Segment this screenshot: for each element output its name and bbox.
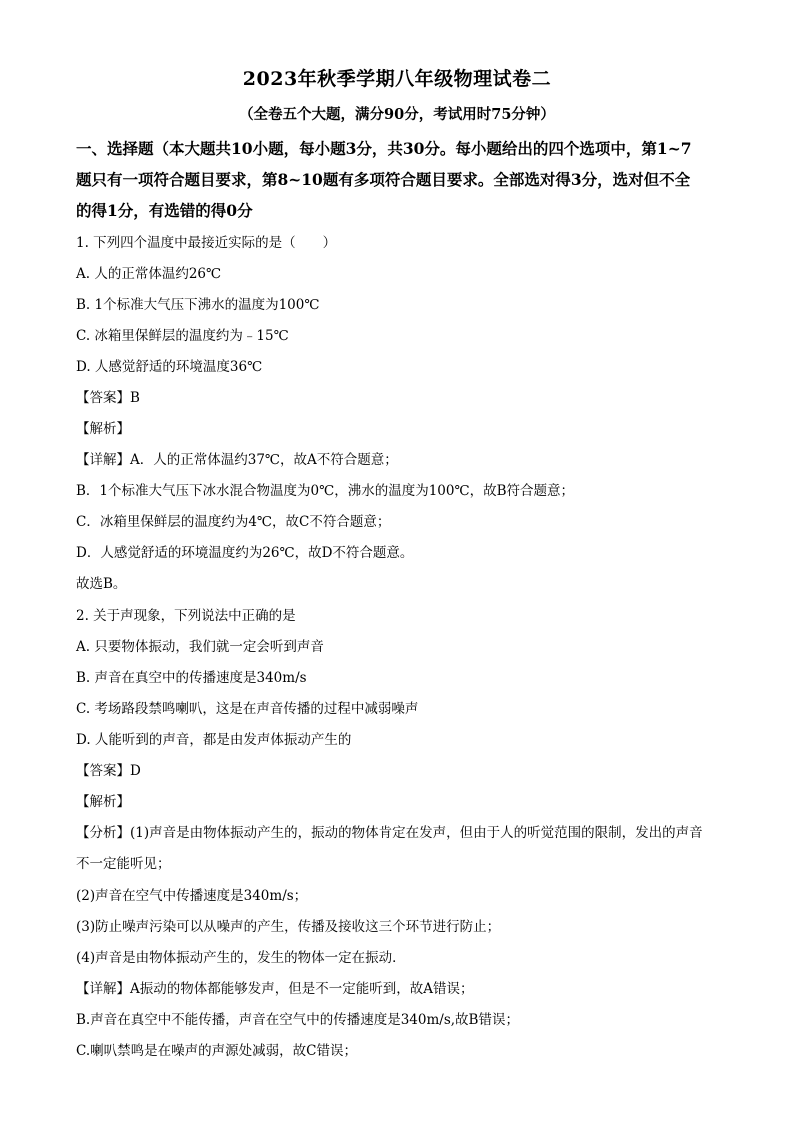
section-heading-line-2: 题只有一项符合题目要求，第8~10题有多项符合题目要求。全部选对得3分，选对但不全: [76, 170, 691, 189]
section-heading-line-1: 一、选择题（本大题共10小题，每小题3分，共30分。每小题给出的四个选项中，第1~7: [76, 139, 692, 158]
q2-option-a: A. 只要物体振动，我们就一定会听到声音: [76, 639, 324, 655]
q1-conclusion: 故选B。: [76, 576, 127, 592]
q2-fenxi-line: 不一定能听见；: [76, 856, 171, 872]
q2-detail-line: C.喇叭禁鸣是在噪声的声源处减弱，故C错误；: [76, 1043, 357, 1059]
q2-option-d: D. 人能听到的声音，都是由发声体振动产生的: [76, 732, 352, 748]
q2-answer: 【答案】D: [76, 763, 141, 779]
q2-fenxi-line: (3)防止噪声污染可以从噪声的产生，传播及接收这三个环节进行防止；: [76, 919, 501, 935]
q2-detail-line: 【详解】A振动的物体都能够发声，但是不一定能听到，故A错误；: [76, 981, 474, 997]
q1-answer: 【答案】B: [76, 390, 140, 406]
q2-fenxi-line: (4)声音是由物体振动产生的，发生的物体一定在振动．: [76, 950, 406, 966]
q2-detail-line: B.声音在真空中不能传播，声音在空气中的传播速度是340m/s,故B错误；: [76, 1012, 519, 1028]
q1-detail-line: D．人感觉舒适的环境温度约为26℃，故D不符合题意。: [76, 545, 414, 561]
q2-option-c: C. 考场路段禁鸣喇叭，这是在声音传播的过程中减弱噪声: [76, 701, 419, 717]
q2-fenxi-line: (2)声音在空气中传播速度是340m/s；: [76, 888, 308, 904]
q1-option-d: D. 人感觉舒适的环境温度36℃: [76, 359, 263, 375]
page-title: 2023年秋季学期八年级物理试卷二: [242, 68, 552, 90]
q1-detail-line: B．1个标准大气压下冰水混合物温度为0℃，沸水的温度为100℃，故B符合题意；: [76, 483, 574, 499]
q1-detail-line: C．冰箱里保鲜层的温度约为4℃，故C不符合题意；: [76, 514, 391, 530]
q1-option-c: C. 冰箱里保鲜层的温度约为﹣15℃: [76, 328, 289, 344]
q1-analysis-label: 【解析】: [76, 421, 130, 437]
q2-stem: 2. 关于声现象，下列说法中正确的是: [76, 608, 296, 624]
q1-stem: 1. 下列四个温度中最接近实际的是（ ）: [76, 235, 337, 251]
q2-option-b: B. 声音在真空中的传播速度是340m/s: [76, 670, 307, 686]
q1-detail-line: 【详解】A．人的正常体温约37℃，故A不符合题意；: [76, 452, 398, 468]
q2-fenxi-line: 【分析】(1)声音是由物体振动产生的，振动的物体肯定在发声，但由于人的听觉范围的限制，发出的声音: [76, 825, 703, 841]
q1-option-a: A. 人的正常体温约26℃: [76, 266, 222, 282]
page-subtitle: （全卷五个大题，满分90分，考试用时75分钟）: [239, 106, 555, 123]
q2-analysis-label: 【解析】: [76, 794, 130, 810]
q1-option-b: B. 1个标准大气压下沸水的温度为100℃: [76, 297, 320, 313]
section-heading-line-3: 的得1分，有选错的得0分: [76, 201, 253, 220]
